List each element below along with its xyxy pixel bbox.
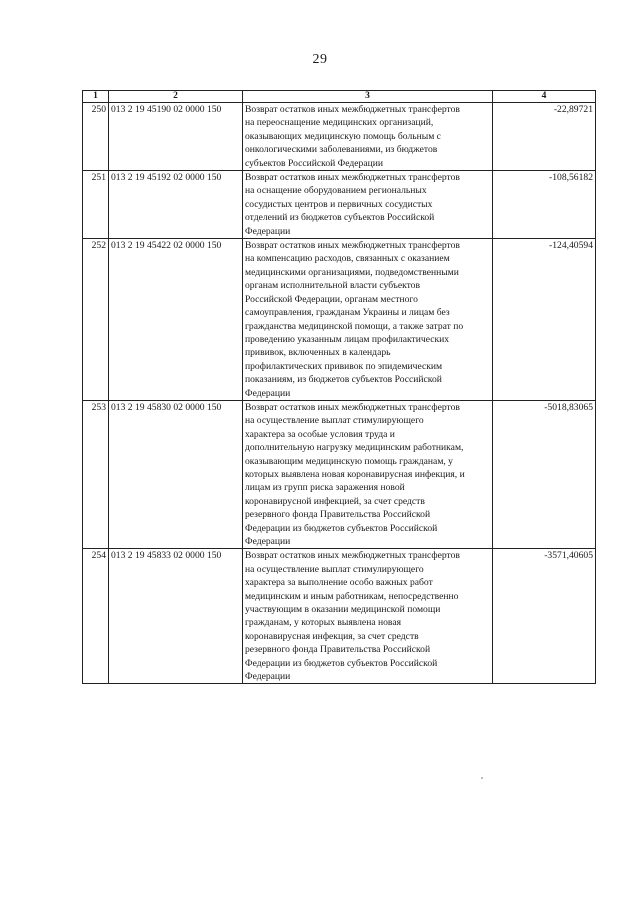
table-body xyxy=(83,103,596,684)
column-header-number: 1 xyxy=(83,91,109,103)
description-line: гражданам, у которых выявлена новая xyxy=(245,617,401,629)
description-line: онкологическими заболеваниями, из бюджетов xyxy=(245,144,438,156)
column-header-description: 3 xyxy=(243,91,493,103)
budget-classification-code: 013 2 19 45192 02 0000 150 xyxy=(109,171,243,239)
income-description xyxy=(243,103,493,171)
description-line: Федерации xyxy=(245,536,291,547)
table-row xyxy=(83,400,596,548)
description-line: дополнительную нагрузку медицинским работникам, xyxy=(245,442,464,454)
row-number: 254 xyxy=(83,549,109,684)
description-line: сосудистых центров и первичных сосудистых xyxy=(245,198,433,210)
description-line: прививок, включенных в календарь xyxy=(245,347,391,359)
description-line: показаниям, из бюджетов субъектов Российской xyxy=(245,374,442,386)
budget-classification-code: 013 2 19 45833 02 0000 150 xyxy=(109,549,243,684)
budget-classification-code: 013 2 19 45422 02 0000 150 xyxy=(109,239,243,401)
row-number: 253 xyxy=(83,400,109,548)
description-line: Федерации из бюджетов субъектов Российской xyxy=(245,657,438,669)
description-line: на переоснащение медицинских организаций, xyxy=(245,117,434,129)
row-number: 251 xyxy=(83,171,109,239)
description-line: Возврат остатков иных межбюджетных трансфертов xyxy=(245,550,460,562)
description-line: на компенсацию расходов, связанных с оказанием xyxy=(245,253,450,265)
description-line: которых выявлена новая коронавирусная инфекция, и xyxy=(245,468,465,480)
amount-value: -5018,83065 xyxy=(493,400,596,548)
description-line: Возврат остатков иных межбюджетных трансфертов xyxy=(245,172,460,184)
income-description xyxy=(243,239,493,401)
description-line: характера за выполнение особо важных работ xyxy=(245,577,433,589)
description-line: участвующим в оказании медицинской помощи xyxy=(245,604,441,616)
description-line: проведению указанным лицам профилактических xyxy=(245,333,450,345)
description-line: медицинскими организациями, подведомственными xyxy=(245,266,459,278)
description-line: Федерации xyxy=(245,387,291,399)
description-line: резервного фонда Правительства Российской xyxy=(245,509,431,521)
column-header-code: 2 xyxy=(109,91,243,103)
description-line: на осуществление выплат стимулирующего xyxy=(245,563,424,575)
budget-table xyxy=(82,90,596,684)
description-line: профилактических прививок по эпидемическим xyxy=(245,360,443,372)
description-line: Возврат остатков иных межбюджетных трансфертов xyxy=(245,401,460,413)
description-line: органам исполнительной власти субъектов xyxy=(245,280,421,292)
description-line: субъектов Российской Федерации xyxy=(245,157,383,169)
page-number: 29 xyxy=(312,52,328,67)
table-row xyxy=(83,103,596,171)
budget-classification-code: 013 2 19 45190 02 0000 150 xyxy=(109,103,243,171)
description-line: отделений из бюджетов субъектов Российской xyxy=(245,212,435,224)
column-header-amount: 4 xyxy=(493,91,596,103)
table-row xyxy=(83,549,596,684)
amount-value: -3571,40605 xyxy=(493,549,596,684)
description-line: оказывающим медицинскую помощь гражданам, у xyxy=(245,455,453,467)
amount-value: -108,56182 xyxy=(493,171,596,239)
description-line: на оснащение оборудованием региональных xyxy=(245,185,427,197)
description-line: Федерации xyxy=(245,671,291,683)
row-number: 250 xyxy=(83,103,109,171)
income-description xyxy=(243,549,493,684)
description-line: Федерации xyxy=(245,225,291,237)
description-line: Федерации из бюджетов субъектов Российской xyxy=(245,522,438,534)
description-line: на осуществление выплат стимулирующего xyxy=(245,415,424,427)
budget-classification-code: 013 2 19 45830 02 0000 150 xyxy=(109,400,243,548)
amount-value: -124,40594 xyxy=(493,239,596,401)
description-line: гражданства медицинской помощи, а также затрат по xyxy=(245,320,464,332)
row-number: 252 xyxy=(83,239,109,401)
description-line: характера за особые условия труда и xyxy=(245,428,395,440)
description-line: коронавирусная инфекция, за счет средств xyxy=(245,630,419,642)
income-description xyxy=(243,400,493,548)
amount-value: -22,89721 xyxy=(493,103,596,171)
table-header-row xyxy=(83,91,596,103)
income-description xyxy=(243,171,493,239)
description-line: медицинским и иным работникам, непосредственно xyxy=(245,590,459,602)
scan-speck xyxy=(481,777,483,779)
table-row xyxy=(83,171,596,239)
description-line: коронавирусной инфекцией, за счет средств xyxy=(245,495,425,507)
description-line: резервного фонда Правительства Российской xyxy=(245,644,431,656)
description-line: лицам из групп риска заражения новой xyxy=(245,482,405,494)
description-line: Возврат остатков иных межбюджетных трансфертов xyxy=(245,240,460,252)
description-line: Возврат остатков иных межбюджетных трансфертов xyxy=(245,104,460,115)
description-line: Российской Федерации, органам местного xyxy=(245,293,418,305)
table-row xyxy=(83,239,596,401)
description-line: самоуправления, гражданам Украины и лицам без xyxy=(245,307,450,319)
description-line: оказывающих медицинскую помощь больным с xyxy=(245,130,441,142)
